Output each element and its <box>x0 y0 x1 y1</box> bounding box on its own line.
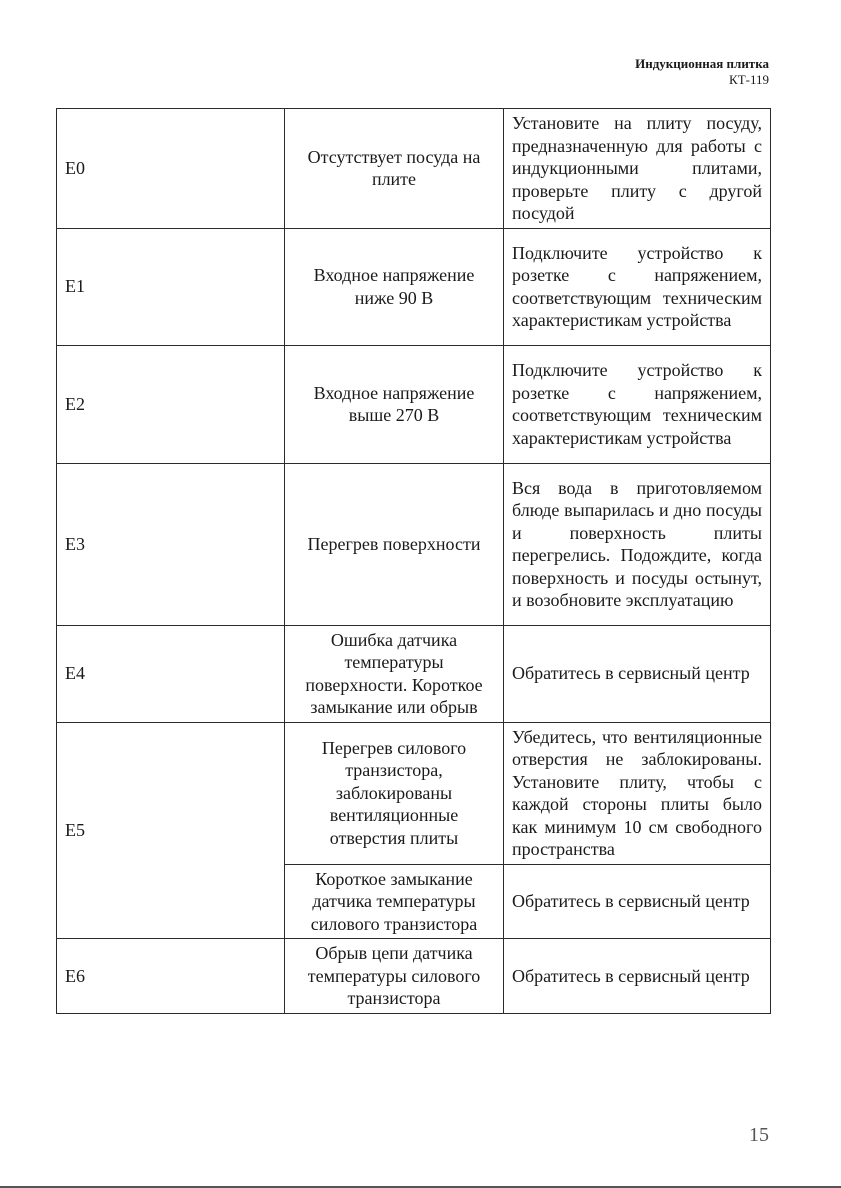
table-row <box>57 228 771 345</box>
error-cause: Отсутствует посуда на плите <box>285 109 504 229</box>
error-code: E0 <box>57 109 285 229</box>
error-solution: Вся вода в приготовляемом блюде выпарилась и дно посуды и поверхность плиты перегрелись. Подождите, когда поверхность и посуды остынут, и возобновите эксплуатацию <box>504 463 771 625</box>
error-solution: Подключите устройство к розетке с напряжением, соответствующим техническим характеристикам устройства <box>504 228 771 345</box>
header-model: КТ-119 <box>729 72 769 87</box>
table-row <box>57 625 771 722</box>
error-codes-table <box>56 108 771 1014</box>
error-solution: Убедитесь, что вентиляционные отверстия не заблокированы. Установите плиту, чтобы с каждой стороны плиты было как минимум 10 см свободного пространства <box>504 722 771 864</box>
error-cause: Ошибка датчика температуры поверхности. Короткое замыкание или обрыв <box>285 625 504 722</box>
table-row <box>57 345 771 463</box>
error-solution: Обратитесь в сервисный центр <box>504 939 771 1014</box>
table-row <box>57 722 771 864</box>
error-solution: Обратитесь в сервисный центр <box>504 625 771 722</box>
error-cause: Перегрев поверхности <box>285 463 504 625</box>
error-solution: Подключите устройство к розетке с напряжением, соответствующим техническим характеристикам устройства <box>504 345 771 463</box>
error-solution: Установите на плиту посуду, предназначенную для работы с индукционными плитами, проверьте плиту с другой посудой <box>504 109 771 229</box>
error-cause: Короткое замыкание датчика температуры силового транзистора <box>285 864 504 939</box>
error-cause: Обрыв цепи датчика температуры силового транзистора <box>285 939 504 1014</box>
table-row <box>57 939 771 1014</box>
page-number: 15 <box>749 1124 769 1146</box>
error-code: E6 <box>57 939 285 1014</box>
error-code: E1 <box>57 228 285 345</box>
error-solution: Обратитесь в сервисный центр <box>504 864 771 939</box>
error-code: E4 <box>57 625 285 722</box>
error-cause: Входное напряжение выше 270 В <box>285 345 504 463</box>
table-row <box>57 463 771 625</box>
error-code: E2 <box>57 345 285 463</box>
error-code: E3 <box>57 463 285 625</box>
page-header <box>635 56 769 88</box>
error-cause: Входное напряжение ниже 90 В <box>285 228 504 345</box>
error-code: E5 <box>57 722 285 939</box>
error-cause: Перегрев силового транзистора, заблокированы вентиляционные отверстия плиты <box>285 722 504 864</box>
header-title: Индукционная плитка <box>635 56 769 71</box>
table-row <box>57 109 771 229</box>
